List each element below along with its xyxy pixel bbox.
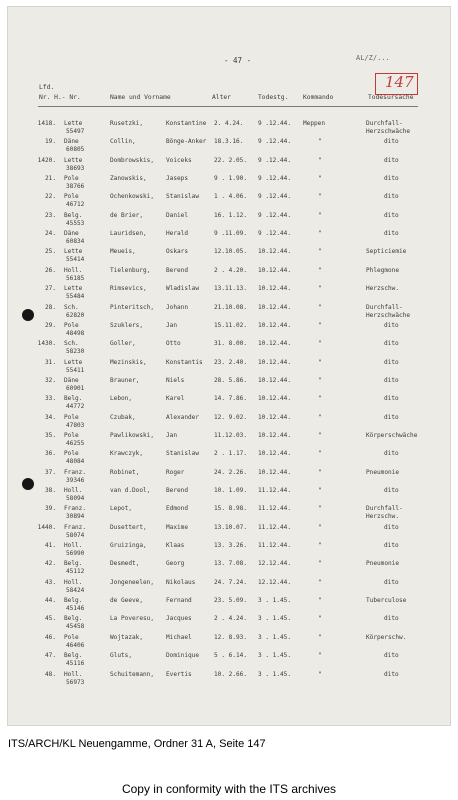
row-h-number: 39346	[66, 476, 85, 484]
row-kommando: "	[318, 431, 322, 439]
row-nationality: Däne	[64, 376, 79, 384]
row-cause-line2: Herzschwäche	[366, 311, 411, 319]
row-lfd: 42.	[44, 560, 56, 568]
row-lfd: 38.	[44, 487, 56, 494]
row-firstname: Stanislaw	[166, 450, 200, 458]
row-firstname: Karel	[166, 395, 185, 403]
row-firstname: Berend	[166, 487, 189, 494]
row-cause: dito	[384, 450, 399, 458]
row-death-date: 9 .12.44.	[258, 138, 292, 146]
row-lfd: 41.	[44, 542, 56, 550]
row-firstname: Jacques	[166, 615, 192, 623]
row-kommando: "	[318, 468, 322, 476]
row-kommando: "	[318, 450, 322, 458]
row-h-number: 45146	[66, 605, 85, 613]
row-h-number: 55484	[66, 293, 85, 301]
row-death-date: 9 .12.44.	[258, 156, 292, 164]
row-lfd: 33.	[44, 395, 56, 403]
row-kommando: "	[318, 358, 322, 366]
row-surname: Zanowskis,	[110, 175, 147, 183]
row-cause: dito	[384, 138, 399, 146]
page-stamp-number: 147	[385, 73, 414, 91]
row-h-number: 44772	[66, 403, 85, 411]
row-nationality: Pole	[64, 633, 79, 641]
row-firstname: Jan	[166, 321, 178, 329]
row-h-number: 56990	[66, 550, 85, 558]
row-lfd: 47.	[44, 652, 56, 660]
row-cause: dito	[384, 230, 399, 238]
row-surname: Szuklers,	[110, 321, 144, 329]
row-death-date: 11.12.44.	[258, 542, 292, 550]
row-birthdate: 13.11.13.	[214, 285, 248, 293]
row-birthdate: 31. 8.00.	[214, 340, 248, 348]
row-death-date: 10.12.44.	[258, 340, 292, 348]
row-nationality: Belg.	[64, 597, 83, 605]
row-birthdate: 13.10.07.	[214, 523, 248, 531]
row-kommando: Meppen	[303, 120, 326, 127]
row-lfd: 39.	[44, 505, 56, 513]
row-cause: Körperschw.	[366, 633, 407, 641]
row-cause: dito	[384, 487, 399, 494]
row-lfd: 28.	[44, 303, 56, 311]
row-birthdate: 10. 2.66.	[214, 670, 248, 678]
row-death-date: 12.12.44.	[258, 578, 292, 586]
row-lfd: 36.	[44, 450, 56, 458]
row-birthdate: 13. 3.26.	[214, 542, 248, 550]
row-surname: Lebon,	[110, 395, 133, 403]
row-h-number: 38693	[66, 164, 85, 172]
row-h-number: 48084	[66, 458, 85, 466]
row-kommando: "	[318, 248, 322, 256]
row-nationality: Franz.	[64, 468, 87, 476]
row-firstname: Bönge-Anker	[166, 138, 207, 146]
row-birthdate: 2 . 4.20.	[214, 266, 248, 274]
row-birthdate: 21.10.08.	[214, 303, 248, 311]
row-surname: Pawlikowski,	[110, 431, 155, 439]
row-death-date: 3 . 1.45.	[258, 597, 292, 605]
row-nationality: Däne	[64, 230, 79, 238]
row-firstname: Michael	[166, 633, 192, 641]
row-death-date: 3 . 1.45.	[258, 652, 292, 660]
row-birthdate: 11.12.03.	[214, 431, 248, 439]
row-birthdate: 12. 8.93.	[214, 633, 248, 641]
row-death-date: 9 .12.44.	[258, 230, 292, 238]
row-surname: Gluts,	[110, 652, 133, 660]
row-cause: Durchfall-	[366, 303, 403, 311]
row-cause: dito	[384, 340, 399, 348]
row-cause: dito	[384, 175, 399, 183]
row-death-date: 10.12.44.	[258, 266, 292, 274]
row-h-number: 58074	[66, 531, 85, 539]
row-surname: Goller,	[110, 340, 136, 348]
row-lfd: 48.	[44, 670, 56, 678]
row-birthdate: 5 . 6.14.	[214, 652, 248, 660]
row-kommando: "	[318, 652, 322, 660]
header-col-name: Name und Vorname	[110, 94, 171, 101]
row-nationality: Pole	[64, 175, 79, 183]
row-birthdate: 13. 7.08.	[214, 560, 248, 568]
row-nationality: Sch.	[64, 303, 79, 311]
header-col-alter: Alter	[212, 94, 231, 101]
row-surname: Wojtazak,	[110, 633, 144, 641]
row-h-number: 46406	[66, 641, 85, 649]
row-nationality: Holl.	[64, 542, 83, 550]
row-lfd: 29.	[44, 321, 56, 329]
row-firstname: Evertis	[166, 670, 192, 678]
row-surname: Lauridsen,	[110, 230, 147, 238]
row-firstname: Roger	[166, 468, 185, 476]
header-col-kommando: Kommando	[303, 94, 334, 101]
row-nationality: Pole	[64, 431, 79, 439]
row-cause-line2: Herzschw.	[366, 513, 400, 521]
row-h-number: 55497	[66, 128, 85, 135]
row-h-number: 58230	[66, 348, 85, 356]
row-surname: Dusettert,	[110, 523, 147, 531]
row-birthdate: 1 . 4.06.	[214, 193, 248, 201]
row-firstname: Stanislaw	[166, 193, 200, 201]
row-nationality: Belg.	[64, 615, 83, 623]
row-kommando: "	[318, 285, 322, 293]
row-nationality: Lette	[64, 285, 83, 293]
row-firstname: Niels	[166, 376, 185, 384]
row-birthdate: 12. 9.02.	[214, 413, 248, 421]
row-h-number: 58424	[66, 586, 85, 594]
row-surname: Czubak,	[110, 413, 136, 421]
row-nationality: Pole	[64, 450, 79, 458]
row-death-date: 9 .12.44.	[258, 193, 292, 201]
row-death-date: 10.12.44.	[258, 468, 292, 476]
header-underline	[38, 106, 418, 107]
row-cause: Septiciemie	[366, 248, 407, 256]
row-h-number: 45553	[66, 219, 85, 227]
row-h-number: 60805	[66, 146, 85, 154]
row-nationality: Franz.	[64, 523, 87, 531]
row-surname: Jongeneelen,	[110, 578, 155, 586]
row-birthdate: 10. 1.09.	[214, 487, 248, 494]
row-death-date: 11.12.44.	[258, 487, 292, 494]
row-birthdate: 14. 7.86.	[214, 395, 248, 403]
row-nationality: Holl.	[64, 266, 83, 274]
row-h-number: 45112	[66, 568, 85, 576]
row-nationality: Lette	[64, 156, 83, 164]
row-firstname: Daniel	[166, 211, 189, 219]
row-surname: Tielenburg,	[110, 266, 151, 274]
row-firstname: Wladislaw	[166, 285, 200, 293]
row-surname: Mezinskis,	[110, 358, 147, 366]
row-firstname: Nikolaus	[166, 578, 196, 586]
row-death-date: 10.12.44.	[258, 358, 292, 366]
row-cause: Pneumonie	[366, 560, 400, 568]
row-death-date: 10.12.44.	[258, 303, 292, 311]
row-cause: Tuberculose	[366, 597, 407, 605]
row-death-date: 10.12.44.	[258, 321, 292, 329]
row-surname: Rimsevics,	[110, 285, 147, 293]
row-kommando: "	[318, 193, 322, 201]
row-kommando: "	[318, 211, 322, 219]
row-firstname: Johann	[166, 303, 189, 311]
row-birthdate: 24. 7.24.	[214, 578, 248, 586]
row-surname: de Brier,	[110, 211, 144, 219]
row-birthdate: 23. 2.40.	[214, 358, 248, 366]
row-lfd: 31.	[44, 358, 56, 366]
row-firstname: Klaas	[166, 542, 185, 550]
row-lfd: 43.	[44, 578, 56, 586]
row-h-number: 60834	[66, 238, 85, 246]
row-firstname: Voiceks	[166, 156, 192, 164]
row-death-date: 3 . 1.45.	[258, 633, 292, 641]
row-kommando: "	[318, 560, 322, 568]
row-lfd: 1418.	[37, 120, 56, 127]
row-kommando: "	[318, 670, 322, 678]
row-kommando: "	[318, 266, 322, 274]
row-death-date: 10.12.44.	[258, 285, 292, 293]
row-nationality: Belg.	[64, 560, 83, 568]
row-birthdate: 2. 4.24.	[214, 120, 244, 127]
row-lfd: 1420.	[37, 156, 56, 164]
row-kommando: "	[318, 615, 322, 623]
row-surname: van d.Dool,	[110, 487, 151, 494]
row-firstname: Alexander	[166, 413, 200, 421]
row-h-number: 55411	[66, 366, 85, 374]
punch-hole-bottom	[22, 478, 34, 490]
row-firstname: Otto	[166, 340, 181, 348]
row-nationality: Sch.	[64, 340, 79, 348]
row-kommando: "	[318, 376, 322, 384]
row-nationality: Pole	[64, 321, 79, 329]
archive-caption: ITS/ARCH/KL Neuengamme, Ordner 31 A, Seite 147	[8, 738, 266, 750]
row-nationality: Holl.	[64, 670, 83, 678]
row-firstname: Edmond	[166, 505, 189, 513]
row-h-number: 56973	[66, 678, 85, 686]
row-surname: Pinteritsch,	[110, 303, 155, 311]
row-nationality: Lette	[64, 248, 83, 256]
row-death-date: 9 .12.44.	[258, 120, 292, 127]
row-h-number: 48498	[66, 329, 85, 337]
row-cause: dito	[384, 542, 399, 550]
row-kommando: "	[318, 138, 322, 146]
row-firstname: Maxime	[166, 523, 189, 531]
row-nationality: Pole	[64, 193, 79, 201]
row-lfd: 35.	[44, 431, 56, 439]
row-cause: dito	[384, 395, 399, 403]
row-cause: dito	[384, 652, 399, 660]
row-nationality: Belg.	[64, 211, 83, 219]
row-surname: Lepot,	[110, 505, 133, 513]
row-kommando: "	[318, 156, 322, 164]
row-death-date: 3 . 1.45.	[258, 615, 292, 623]
row-lfd: 46.	[44, 633, 56, 641]
row-kommando: "	[318, 395, 322, 403]
row-cause: Körperschwäche	[366, 431, 418, 439]
row-nationality: Lette	[64, 358, 83, 366]
row-h-number: 55414	[66, 256, 85, 264]
row-birthdate: 18.3.16.	[214, 138, 244, 146]
row-firstname: Konstantis	[166, 358, 203, 366]
punch-hole-top	[22, 309, 34, 321]
row-surname: Brauner,	[110, 376, 140, 384]
row-surname: Robinet,	[110, 468, 140, 476]
row-cause: dito	[384, 321, 399, 329]
row-kommando: "	[318, 633, 322, 641]
row-firstname: Dominique	[166, 652, 200, 660]
row-lfd: 26.	[44, 266, 56, 274]
row-lfd: 1430.	[37, 340, 56, 348]
row-cause-line2: Herzschwäche	[366, 128, 411, 135]
row-nationality: Franz.	[64, 505, 87, 513]
row-death-date: 3 . 1.45.	[258, 670, 292, 678]
row-birthdate: 16. 1.12.	[214, 211, 248, 219]
row-kommando: "	[318, 175, 322, 183]
row-birthdate: 9 . 1.90.	[214, 175, 248, 183]
row-cause: Pneumonie	[366, 468, 400, 476]
row-cause: dito	[384, 156, 399, 164]
row-cause: Durchfall-	[366, 505, 403, 513]
row-firstname: Georg	[166, 560, 185, 568]
row-surname: Meueis,	[110, 248, 136, 256]
row-cause: dito	[384, 670, 399, 678]
row-h-number: 47803	[66, 421, 85, 429]
row-firstname: Berend	[166, 266, 189, 274]
row-nationality: Pole	[64, 413, 79, 421]
row-death-date: 9 .12.44.	[258, 211, 292, 219]
row-h-number: 45116	[66, 660, 85, 668]
row-cause: dito	[384, 193, 399, 201]
row-lfd: 23.	[44, 211, 56, 219]
row-lfd: 21.	[44, 175, 56, 183]
row-birthdate: 9 .11.09.	[214, 230, 248, 238]
row-surname: Schuitemann,	[110, 670, 155, 678]
row-lfd: 25.	[44, 248, 56, 256]
row-birthdate: 2 . 1.17.	[214, 450, 248, 458]
row-nationality: Holl.	[64, 487, 83, 494]
row-nationality: Holl.	[64, 578, 83, 586]
row-cause: Durchfall-	[366, 120, 403, 127]
row-surname: Ochenkowski,	[110, 193, 155, 201]
header-col-nr: Nr. H.- Nr.	[39, 94, 81, 101]
row-firstname: Oskars	[166, 248, 189, 256]
row-cause: dito	[384, 358, 399, 366]
row-surname: Dombrowskis,	[110, 156, 155, 164]
row-firstname: Fernand	[166, 597, 192, 605]
row-surname: Rusetzki,	[110, 120, 144, 127]
row-kommando: "	[318, 340, 322, 348]
row-birthdate: 22. 2.05.	[214, 156, 248, 164]
row-surname: Gruizinga,	[110, 542, 147, 550]
row-kommando: "	[318, 542, 322, 550]
row-h-number: 46255	[66, 439, 85, 447]
row-cause: dito	[384, 376, 399, 384]
row-death-date: 10.12.44.	[258, 450, 292, 458]
row-lfd: 19.	[44, 138, 56, 146]
row-cause: dito	[384, 413, 399, 421]
row-firstname: Herald	[166, 230, 189, 238]
row-death-date: 10.12.44.	[258, 248, 292, 256]
row-kommando: "	[318, 413, 322, 421]
row-nationality: Däne	[64, 138, 79, 146]
row-h-number: 38766	[66, 183, 85, 191]
header-lfd: Lfd.	[39, 84, 55, 91]
row-birthdate: 12.10.05.	[214, 248, 248, 256]
row-lfd: 32.	[44, 376, 56, 384]
row-lfd: 44.	[44, 597, 56, 605]
row-birthdate: 2 . 4.24.	[214, 615, 248, 623]
row-cause: Herzschw.	[366, 285, 400, 293]
row-lfd: 1440.	[37, 523, 56, 531]
row-lfd: 27.	[44, 285, 56, 293]
row-firstname: Jaseps	[166, 175, 189, 183]
row-h-number: 62820	[66, 311, 85, 319]
row-kommando: "	[318, 597, 322, 605]
row-death-date: 9 .12.44.	[258, 175, 292, 183]
row-lfd: 24.	[44, 230, 56, 238]
row-h-number: 56185	[66, 274, 85, 282]
row-surname: Krawczyk,	[110, 450, 144, 458]
row-lfd: 45.	[44, 615, 56, 623]
row-kommando: "	[318, 523, 322, 531]
row-surname: de Geeve,	[110, 597, 144, 605]
row-birthdate: 28. 5.86.	[214, 376, 248, 384]
row-surname: Desmedt,	[110, 560, 140, 568]
row-nationality: Lette	[64, 120, 83, 127]
row-h-number: 60901	[66, 384, 85, 392]
row-birthdate: 15. 8.98.	[214, 505, 248, 513]
row-kommando: "	[318, 578, 322, 586]
row-kommando: "	[318, 303, 322, 311]
row-cause: Phlegmone	[366, 266, 400, 274]
header-col-todestag: Todestg.	[258, 94, 289, 101]
row-firstname: Konstantine	[166, 120, 207, 127]
row-death-date: 10.12.44.	[258, 413, 292, 421]
header-col-todesursache: Todesursache	[368, 94, 414, 101]
row-kommando: "	[318, 321, 322, 329]
row-death-date: 10.12.44.	[258, 376, 292, 384]
row-death-date: 11.12.44.	[258, 523, 292, 531]
row-kommando: "	[318, 487, 322, 494]
conformity-footer: Copy in conformity with the ITS archives	[121, 782, 337, 796]
row-surname: La Poveresu,	[110, 615, 155, 623]
row-death-date: 10.12.44.	[258, 431, 292, 439]
page-reference: AL/Z/...	[356, 54, 390, 62]
row-h-number: 30894	[66, 513, 85, 521]
row-h-number: 46712	[66, 201, 85, 209]
row-surname: Collin,	[110, 138, 136, 146]
row-lfd: 37.	[44, 468, 56, 476]
row-lfd: 34.	[44, 413, 56, 421]
row-nationality: Belg.	[64, 652, 83, 660]
row-death-date: 12.12.44.	[258, 560, 292, 568]
row-cause: dito	[384, 578, 399, 586]
page-number: - 47 -	[224, 56, 252, 65]
row-death-date: 11.12.44.	[258, 505, 292, 513]
row-death-date: 10.12.44.	[258, 395, 292, 403]
row-cause: dito	[384, 211, 399, 219]
row-h-number: 58094	[66, 495, 85, 502]
row-lfd: 22.	[44, 193, 56, 201]
row-cause: dito	[384, 615, 399, 623]
row-firstname: Jan	[166, 431, 178, 439]
row-birthdate: 15.11.02.	[214, 321, 248, 329]
row-birthdate: 24. 2.26.	[214, 468, 248, 476]
row-kommando: "	[318, 230, 322, 238]
row-birthdate: 23. 5.09.	[214, 597, 248, 605]
row-h-number: 45458	[66, 623, 85, 631]
row-kommando: "	[318, 505, 322, 513]
row-nationality: Belg.	[64, 395, 83, 403]
row-cause: dito	[384, 523, 399, 531]
